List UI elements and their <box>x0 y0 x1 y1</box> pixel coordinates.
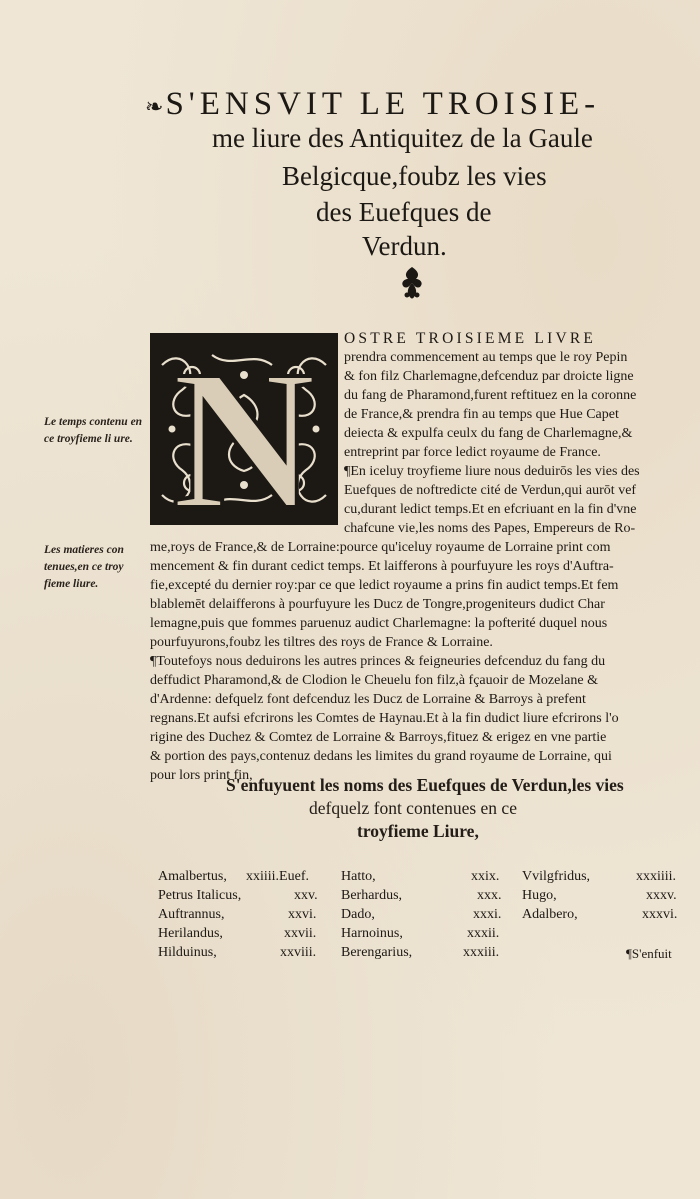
chapter-title-line-2: me liure des Antiquitez de la Gaule <box>212 123 593 153</box>
catchword: ¶S'enfuit <box>626 946 672 961</box>
bishop-name: Hatto, <box>341 869 376 884</box>
body-line: Euefques de noftredicte cité de Verdun,qui aurōt vef <box>344 483 637 498</box>
fleuron-ornament-icon <box>398 265 426 301</box>
list-item <box>158 924 328 943</box>
bishop-name: Petrus Italicus, <box>158 888 242 903</box>
list-item <box>522 867 682 886</box>
body-line: rigine des Duchez & Comtez de Lorraine & Barroys,fituez & erigez en vne partie <box>150 730 607 745</box>
list-item <box>522 886 682 905</box>
margin-note-time: Le temps contenu en ce troyfieme li ure. <box>44 416 143 445</box>
bishop-name: Vvilgfridus, <box>522 869 591 884</box>
body-line: deiecta & expulfa ceulx du fang de Charlemagne,& <box>344 426 633 441</box>
body-line: me,roys de France,& de Lorraine:pource qu'iceluy royaume de Lorraine print com <box>150 540 611 555</box>
chapter-title-line-3: Belgicque,foubz les vies <box>282 161 547 191</box>
bishop-name: Amalbertus, <box>158 869 227 884</box>
bishop-list-heading-line-3: troyfieme Liure, <box>357 821 479 841</box>
bishop-name: Berhardus, <box>341 888 403 903</box>
list-item <box>341 943 511 962</box>
list-item <box>341 924 511 943</box>
body-line: & portion des pays,contenuz dedans les limites du grand royaume de Lorraine, qui <box>150 749 612 764</box>
body-line: d'Ardenne: defquelz font defcenduz les Ducz de Lorraine & Barroys à prefent <box>150 692 586 707</box>
body-line: pour lors print fin, <box>150 768 253 783</box>
body-line: pourfuyurons,foubz les tiltres des roys de France & Lorraine. <box>150 635 493 650</box>
initial-letter: N <box>171 335 317 523</box>
list-item <box>522 905 682 924</box>
bishop-name: Dado, <box>341 907 375 922</box>
body-line: entreprint par force ledict royaume de France. <box>344 445 601 460</box>
bishop-number: xxvi. <box>288 907 317 922</box>
bishop-number: xxx. <box>477 888 502 903</box>
bishop-number: xxix. <box>471 869 500 884</box>
bishop-number: xxvii. <box>284 926 317 941</box>
body-line: & fon filz Charlemagne,defcenduz par droicte ligne <box>344 369 634 384</box>
bishop-list-heading-line-1: S'enfuyuent les noms des Euefques de Verdun,les vies <box>226 775 624 795</box>
chapter-title-text-1: S'ENSVIT LE TROISIE- <box>165 86 601 122</box>
bishop-number: xxxvi. <box>642 907 678 922</box>
body-line: du fang de Pharamond,furent reftituez en la coronne <box>344 388 637 403</box>
body-line: de France,& prendra fin au temps que Hue Capet <box>344 407 619 422</box>
bishop-number: xxviii. <box>280 945 317 960</box>
bishop-name: Hilduinus, <box>158 945 217 960</box>
list-item <box>341 867 511 886</box>
leaf-ornament-icon: ❧ <box>145 94 164 119</box>
list-item <box>158 943 328 962</box>
body-line: chafcune vie,les noms des Papes, Empereurs de Ro- <box>344 521 636 536</box>
bishop-number: xxxv. <box>646 888 677 903</box>
bishop-list-heading-line-2: defquelz font contenues en ce <box>309 798 517 818</box>
body-line: prendra commencement au temps que le roy Pepin <box>344 350 628 365</box>
margin-note-matters: Les matieres con tenues,en ce troy fieme liure. <box>44 544 124 590</box>
chapter-title-line-5: Verdun. <box>362 231 447 261</box>
bishop-column-1 <box>158 867 328 962</box>
body-line: mencement & fin durant cedict temps. Et laifferons à pourfuyure les roys d'Auftra- <box>150 559 614 574</box>
bishop-number: xxxiiii. <box>636 869 677 884</box>
bishop-number: xxxi. <box>473 907 502 922</box>
bishop-name: Berengarius, <box>341 945 413 960</box>
list-item <box>341 886 511 905</box>
floral-initial-icon <box>152 335 336 523</box>
body-line: blablemēt delaifferons à pourfuyure les Ducz de Tongre,progeniteurs dudict Char <box>150 597 605 612</box>
body-line: fie,excepté du dernier roy:par ce que ledict royaume a prins fin audict temps.Et fem <box>150 578 619 593</box>
list-item <box>158 867 328 886</box>
body-line: OSTRE TROISIEME LIVRE <box>344 330 597 347</box>
list-item <box>341 905 511 924</box>
decorated-initial-n <box>150 333 338 525</box>
chapter-title-line-4: des Euefques de <box>316 197 492 227</box>
bishop-name: Adalbero, <box>522 907 578 922</box>
bishop-name: Auftrannus, <box>158 907 225 922</box>
body-line: ¶En iceluy troyfieme liure nous deduirōs les vies des <box>344 464 640 479</box>
bishop-column-3 <box>522 867 682 924</box>
bishop-number: xxv. <box>294 888 318 903</box>
bishop-number: xxiiii.Euef. <box>246 869 309 884</box>
bishop-number: xxxii. <box>467 926 500 941</box>
bishop-name: Harnoinus, <box>341 926 403 941</box>
body-line: lemagne,puis que fommes paruenuz audict Charlemagne: la pofterité duquel nous <box>150 616 608 631</box>
bishop-number: xxxiii. <box>463 945 500 960</box>
bishop-name: Hugo, <box>522 888 557 903</box>
body-line: ¶Toutefoys nous deduirons les autres princes & feigneuries defcenduz du fang du <box>150 654 606 669</box>
body-line: deffudict Pharamond,& de Clodion le Cheuelu fon filz,à fçauoir de Mozelane & <box>150 673 598 688</box>
body-line: cu,durant ledict temps.Et en efcriuant en la fin d'vne <box>344 502 637 517</box>
body-line: regnans.Et aufsi efcrirons les Comtes de Haynau.Et à la fin dudict liure efcrirons l'o <box>150 711 619 726</box>
bishop-name: Herilandus, <box>158 926 223 941</box>
chapter-title-line-1 <box>145 86 685 123</box>
bishop-column-2 <box>341 867 511 962</box>
list-item <box>158 905 328 924</box>
list-item <box>158 886 328 905</box>
